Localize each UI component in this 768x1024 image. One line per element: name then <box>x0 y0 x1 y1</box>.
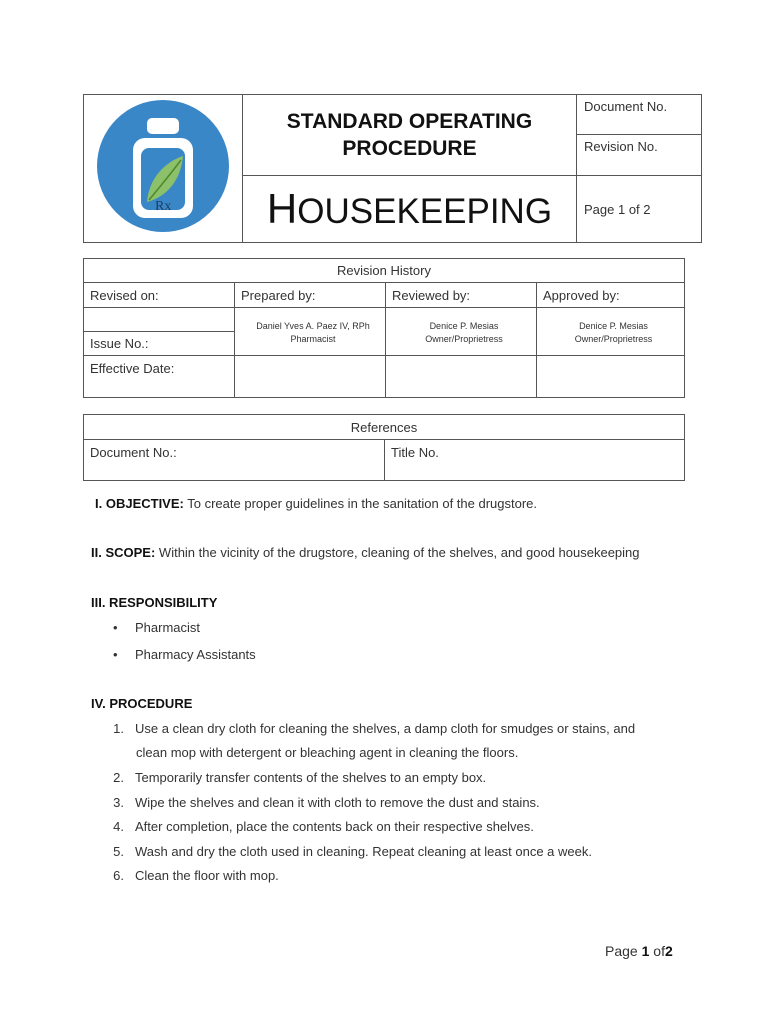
sop-title-line2: PROCEDURE <box>342 137 477 160</box>
prepared-by-label: Prepared by: <box>235 283 386 308</box>
sop-header-table <box>83 94 702 243</box>
procedure-step-continued: clean mop with detergent or bleaching agent in cleaning the floors. <box>136 745 519 760</box>
document-title-initial: H <box>266 185 298 232</box>
scope-label: II. SCOPE: <box>91 545 156 560</box>
logo-cell <box>84 95 243 243</box>
scope-text: Within the vicinity of the drugstore, cleaning of the shelves, and good housekeeping <box>158 545 640 560</box>
procedure-step: 1. Use a clean dry cloth for cleaning the shelves, a damp cloth for smudges or stains, and <box>113 721 636 736</box>
objective-label: I. OBJECTIVE: <box>95 496 184 511</box>
page-current: 1 <box>641 943 650 959</box>
revision-history-title: Revision History <box>84 259 685 283</box>
reviewer-cell <box>386 308 537 355</box>
procedure-heading: IV. PROCEDURE <box>91 696 193 711</box>
objective-section <box>95 496 537 511</box>
sop-title-line1: STANDARD OPERATING <box>286 110 533 133</box>
reference-document-no-label: Document No.: <box>84 440 385 481</box>
preparer-role: Pharmacist <box>290 334 336 345</box>
revised-on-label: Revised on: <box>84 283 235 308</box>
scope-section <box>91 545 640 560</box>
pharmacy-logo-icon <box>95 98 231 234</box>
responsibility-heading: III. RESPONSIBILITY <box>91 595 218 610</box>
procedure-step: 4. After completion, place the contents back on their respective shelves. <box>113 819 534 834</box>
sop-title-cell <box>243 95 577 176</box>
meta-cell <box>577 95 702 176</box>
preparer-name: Daniel Yves A. Paez IV, RPh <box>256 321 370 332</box>
procedure-step: 2. Temporarily transfer contents of the shelves to an empty box. <box>113 770 487 785</box>
procedure-step: 6. Clean the floor with mop. <box>113 868 279 883</box>
revised-on-value <box>84 308 235 331</box>
page-total: 2 <box>664 943 673 959</box>
approver-cell <box>537 308 685 355</box>
bullet-icon: • <box>113 620 118 635</box>
objective-text: To create proper guidelines in the sanitation of the drugstore. <box>187 496 538 511</box>
revision-history-table <box>83 258 685 398</box>
page-label: Page 1 of 2 <box>577 176 702 243</box>
approved-by-label: Approved by: <box>537 283 685 308</box>
approver-name: Denice P. Mesias <box>579 321 648 332</box>
procedure-step: 3. Wipe the shelves and clean it with cloth to remove the dust and stains. <box>113 795 540 810</box>
reviewer-name: Denice P. Mesias <box>429 321 499 332</box>
page-footer: Page 1 of2 <box>605 943 673 959</box>
revision-no-label: Revision No. <box>584 139 658 154</box>
list-item: • Pharmacist <box>113 620 201 635</box>
document-title <box>243 176 577 243</box>
reference-title-no-label: Title No. <box>385 440 685 481</box>
effective-date-reviewed <box>386 355 537 397</box>
document-no-label: Document No. <box>577 95 701 135</box>
effective-date-approved <box>537 355 685 397</box>
list-item: • Pharmacy Assistants <box>113 647 256 662</box>
effective-date-label: Effective Date: <box>84 355 235 397</box>
document-title-rest: OUSEKEEPING <box>297 192 553 231</box>
procedure-step: 5. Wash and dry the cloth used in cleaning. Repeat cleaning at least once a week. <box>113 844 592 859</box>
references-title: References <box>84 415 685 440</box>
reviewed-by-label: Reviewed by: <box>386 283 537 308</box>
effective-date-prepared <box>235 355 386 397</box>
references-table <box>83 414 685 481</box>
preparer-cell <box>235 308 386 355</box>
reviewer-role: Owner/Proprietress <box>425 334 503 345</box>
approver-role: Owner/Proprietress <box>574 334 653 345</box>
svg-text:Rx: Rx <box>155 199 172 214</box>
issue-no-label: Issue No.: <box>84 331 235 355</box>
bullet-icon: • <box>113 647 118 662</box>
